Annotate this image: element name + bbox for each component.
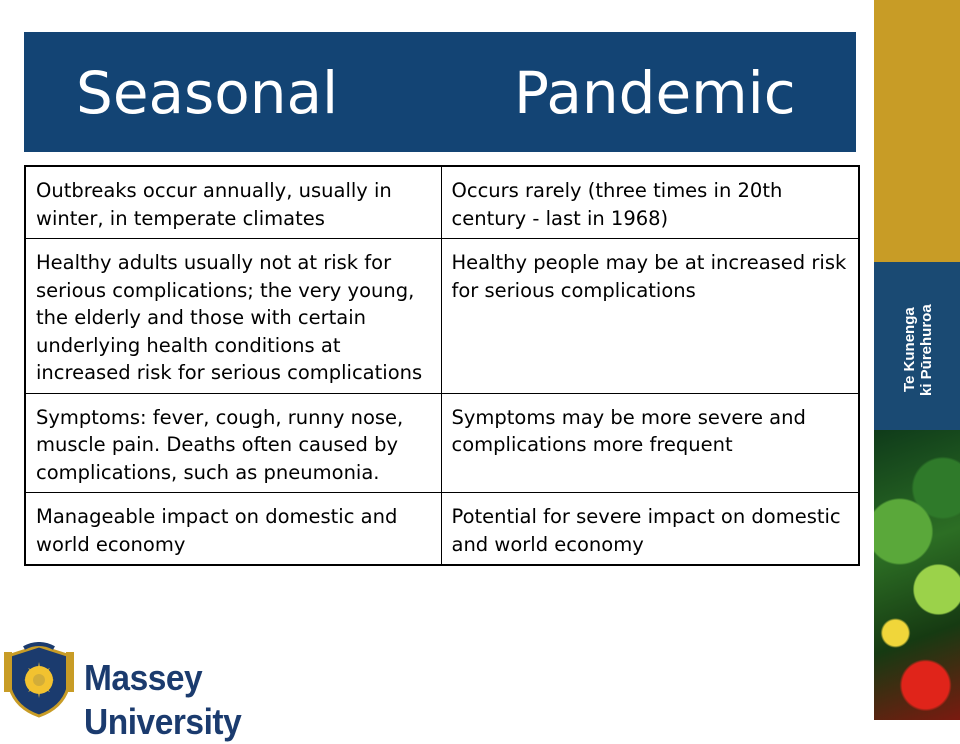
table-row	[25, 493, 859, 566]
pandemic-cell: Occurs rarely (three times in 20th century - last in 1968)	[441, 166, 859, 239]
university-name: Massey University	[84, 657, 242, 742]
band-gold-section	[874, 0, 960, 262]
title-banner	[24, 32, 856, 152]
table-row	[25, 239, 859, 394]
comparison-table	[24, 165, 860, 566]
massey-logo	[0, 640, 360, 742]
band-motto-line2: ki Pūrehuroa	[918, 304, 935, 396]
pandemic-cell: Potential for severe impact on domestic and world economy	[441, 493, 859, 566]
table-row	[25, 166, 859, 239]
band-motto-line1: Te Kunenga	[901, 307, 918, 393]
pandemic-cell: Healthy people may be at increased risk for serious complications	[441, 239, 859, 394]
university-crest-icon	[2, 642, 76, 718]
band-motto	[898, 290, 938, 410]
title-seasonal: Seasonal	[76, 59, 339, 127]
pandemic-cell: Symptoms may be more severe and complications more frequent	[441, 393, 859, 493]
seasonal-cell: Healthy adults usually not at risk for serious complications; the very young, the elderly and those with certain underlying health conditions at increased risk for serious complications	[25, 239, 441, 394]
seasonal-cell: Symptoms: fever, cough, runny nose, muscle pain. Deaths often caused by complications, such as pneumonia.	[25, 393, 441, 493]
seasonal-cell: Manageable impact on domestic and world economy	[25, 493, 441, 566]
table-row	[25, 393, 859, 493]
side-decorative-band	[874, 0, 960, 720]
title-pandemic: Pandemic	[514, 59, 796, 127]
band-flora-image	[874, 430, 960, 720]
seasonal-cell: Outbreaks occur annually, usually in winter, in temperate climates	[25, 166, 441, 239]
